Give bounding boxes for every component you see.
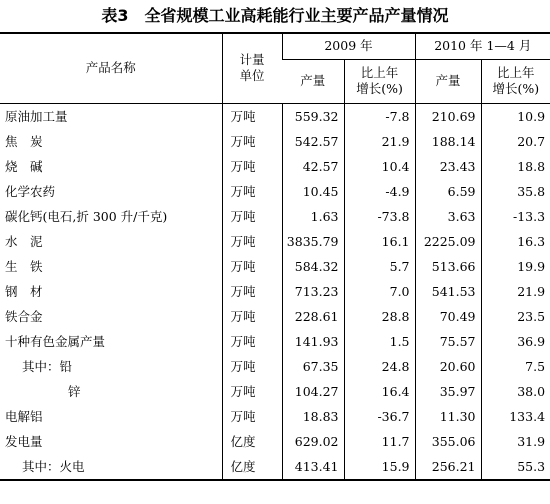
table-row: [0, 354, 550, 379]
output-2010-cell: 6.59: [415, 179, 481, 204]
unit-cell: 万吨: [222, 329, 282, 354]
growth-2010-cell: 18.8: [481, 154, 550, 179]
output-2010-cell: 35.97: [415, 379, 481, 404]
header-growth-line1: 比上年: [360, 65, 399, 80]
unit-cell: 亿度: [222, 429, 282, 454]
output-2009-cell: 42.57: [282, 154, 344, 179]
output-2010-cell: 23.43: [415, 154, 481, 179]
output-2009-cell: 67.35: [282, 354, 344, 379]
table-row: [0, 204, 550, 229]
output-2010-cell: 11.30: [415, 404, 481, 429]
unit-cell: 万吨: [222, 279, 282, 304]
unit-cell: 万吨: [222, 154, 282, 179]
product-name-cell: 烧 碱: [5, 158, 43, 174]
output-2010-cell: 2225.09: [415, 229, 481, 254]
unit-cell: 万吨: [222, 379, 282, 404]
table-row: [0, 103, 550, 129]
header-growth-2010: [481, 59, 550, 103]
growth-2010-cell: 23.5: [481, 304, 550, 329]
product-name-cell: 十种有色金属产量: [5, 333, 106, 349]
growth-2009-cell: 21.9: [344, 129, 415, 154]
unit-cell: 亿度: [222, 454, 282, 480]
growth-2009-cell: 16.4: [344, 379, 415, 404]
output-2009-cell: 713.23: [282, 279, 344, 304]
output-2010-cell: 188.14: [415, 129, 481, 154]
table-body: [0, 103, 550, 480]
growth-2009-cell: 24.8: [344, 354, 415, 379]
header-growth-line2: 增长(%): [356, 81, 403, 96]
growth-2010-cell: 38.0: [481, 379, 550, 404]
growth-2009-cell: 15.9: [344, 454, 415, 480]
unit-cell: 万吨: [222, 179, 282, 204]
growth-2010-cell: 31.9: [481, 429, 550, 454]
product-name-cell: 焦 炭: [5, 133, 43, 149]
table-row: [0, 279, 550, 304]
growth-2010-cell: -13.3: [481, 204, 550, 229]
growth-2010-cell: 16.3: [481, 229, 550, 254]
table-row: [0, 254, 550, 279]
unit-cell: 万吨: [222, 354, 282, 379]
product-name-cell: 其中：铅: [22, 358, 73, 374]
output-2010-cell: 3.63: [415, 204, 481, 229]
growth-2010-cell: 20.7: [481, 129, 550, 154]
product-name-cell: 铁合金: [5, 308, 43, 324]
unit-cell: 万吨: [222, 254, 282, 279]
output-2010-cell: 355.06: [415, 429, 481, 454]
header-period-2009: 2009 年: [282, 33, 415, 59]
growth-2010-cell: 133.4: [481, 404, 550, 429]
output-2010-cell: 513.66: [415, 254, 481, 279]
output-2010-cell: 70.49: [415, 304, 481, 329]
product-name-cell: 原油加工量: [5, 108, 68, 124]
output-2009-cell: 18.83: [282, 404, 344, 429]
table-row: [0, 129, 550, 154]
unit-cell: 万吨: [222, 204, 282, 229]
product-name-cell: 其中：火电: [22, 458, 85, 474]
output-2010-cell: 256.21: [415, 454, 481, 480]
header-growth-line1: 比上年: [497, 65, 535, 80]
table-row: [0, 329, 550, 354]
table-title: 表3 全省规模工业高耗能行业主要产品产量情况: [101, 6, 449, 25]
growth-2009-cell: -73.8: [344, 204, 415, 229]
unit-cell: 万吨: [222, 103, 282, 129]
header-growth-2009: [344, 59, 415, 103]
unit-cell: 万吨: [222, 304, 282, 329]
growth-2010-cell: 36.9: [481, 329, 550, 354]
output-2009-cell: 3835.79: [282, 229, 344, 254]
table-row: [0, 304, 550, 329]
header-output-2009: 产量: [282, 59, 344, 103]
unit-cell: 万吨: [222, 129, 282, 154]
growth-2009-cell: 16.1: [344, 229, 415, 254]
output-2009-cell: 1.63: [282, 204, 344, 229]
header-output-2010: 产量: [415, 59, 481, 103]
header-growth-line2: 增长(%): [492, 81, 540, 96]
growth-2009-cell: 28.8: [344, 304, 415, 329]
product-name-cell: 水 泥: [5, 233, 43, 249]
header-period-2010: 2010 年 1—4 月: [415, 33, 550, 59]
growth-2009-cell: 5.7: [344, 254, 415, 279]
output-2009-cell: 228.61: [282, 304, 344, 329]
table-row: [0, 229, 550, 254]
unit-cell: 万吨: [222, 229, 282, 254]
growth-2009-cell: -36.7: [344, 404, 415, 429]
product-name-cell: 钢 材: [5, 283, 43, 299]
output-2009-cell: 413.41: [282, 454, 344, 480]
output-2009-cell: 141.93: [282, 329, 344, 354]
header-product-name: 产品名称: [0, 33, 222, 103]
growth-2009-cell: -7.8: [344, 103, 415, 129]
unit-cell: 万吨: [222, 404, 282, 429]
growth-2010-cell: 7.5: [481, 354, 550, 379]
table-row: [0, 404, 550, 429]
output-2009-cell: 104.27: [282, 379, 344, 404]
output-2010-cell: 541.53: [415, 279, 481, 304]
table-row: [0, 154, 550, 179]
output-2009-cell: 10.45: [282, 179, 344, 204]
growth-2010-cell: 55.3: [481, 454, 550, 480]
header-unit-line2: 单位: [239, 68, 265, 84]
product-name-cell: 化学农药: [5, 183, 56, 199]
header-unit-line1: 计量: [239, 52, 265, 68]
growth-2009-cell: 11.7: [344, 429, 415, 454]
product-name-cell: 生 铁: [5, 258, 43, 274]
table-row: [0, 429, 550, 454]
output-2009-cell: 629.02: [282, 429, 344, 454]
growth-2009-cell: 7.0: [344, 279, 415, 304]
growth-2009-cell: 1.5: [344, 329, 415, 354]
table-row: [0, 454, 550, 480]
growth-2010-cell: 35.8: [481, 179, 550, 204]
growth-2009-cell: 10.4: [344, 154, 415, 179]
product-name-cell: 锌: [68, 383, 81, 399]
output-2009-cell: 559.32: [282, 103, 344, 129]
table-row: [0, 179, 550, 204]
growth-2010-cell: 19.9: [481, 254, 550, 279]
output-2009-cell: 542.57: [282, 129, 344, 154]
product-name-cell: 碳化钙(电石,折 300 升/千克): [5, 208, 168, 224]
production-table: [0, 32, 550, 481]
output-2010-cell: 20.60: [415, 354, 481, 379]
growth-2009-cell: -4.9: [344, 179, 415, 204]
growth-2010-cell: 21.9: [481, 279, 550, 304]
output-2010-cell: 210.69: [415, 103, 481, 129]
product-name-cell: 发电量: [5, 433, 43, 449]
output-2009-cell: 584.32: [282, 254, 344, 279]
growth-2010-cell: 10.9: [481, 103, 550, 129]
table-row: [0, 379, 550, 404]
header-unit: [222, 33, 282, 103]
product-name-cell: 电解铝: [5, 408, 43, 424]
output-2010-cell: 75.57: [415, 329, 481, 354]
